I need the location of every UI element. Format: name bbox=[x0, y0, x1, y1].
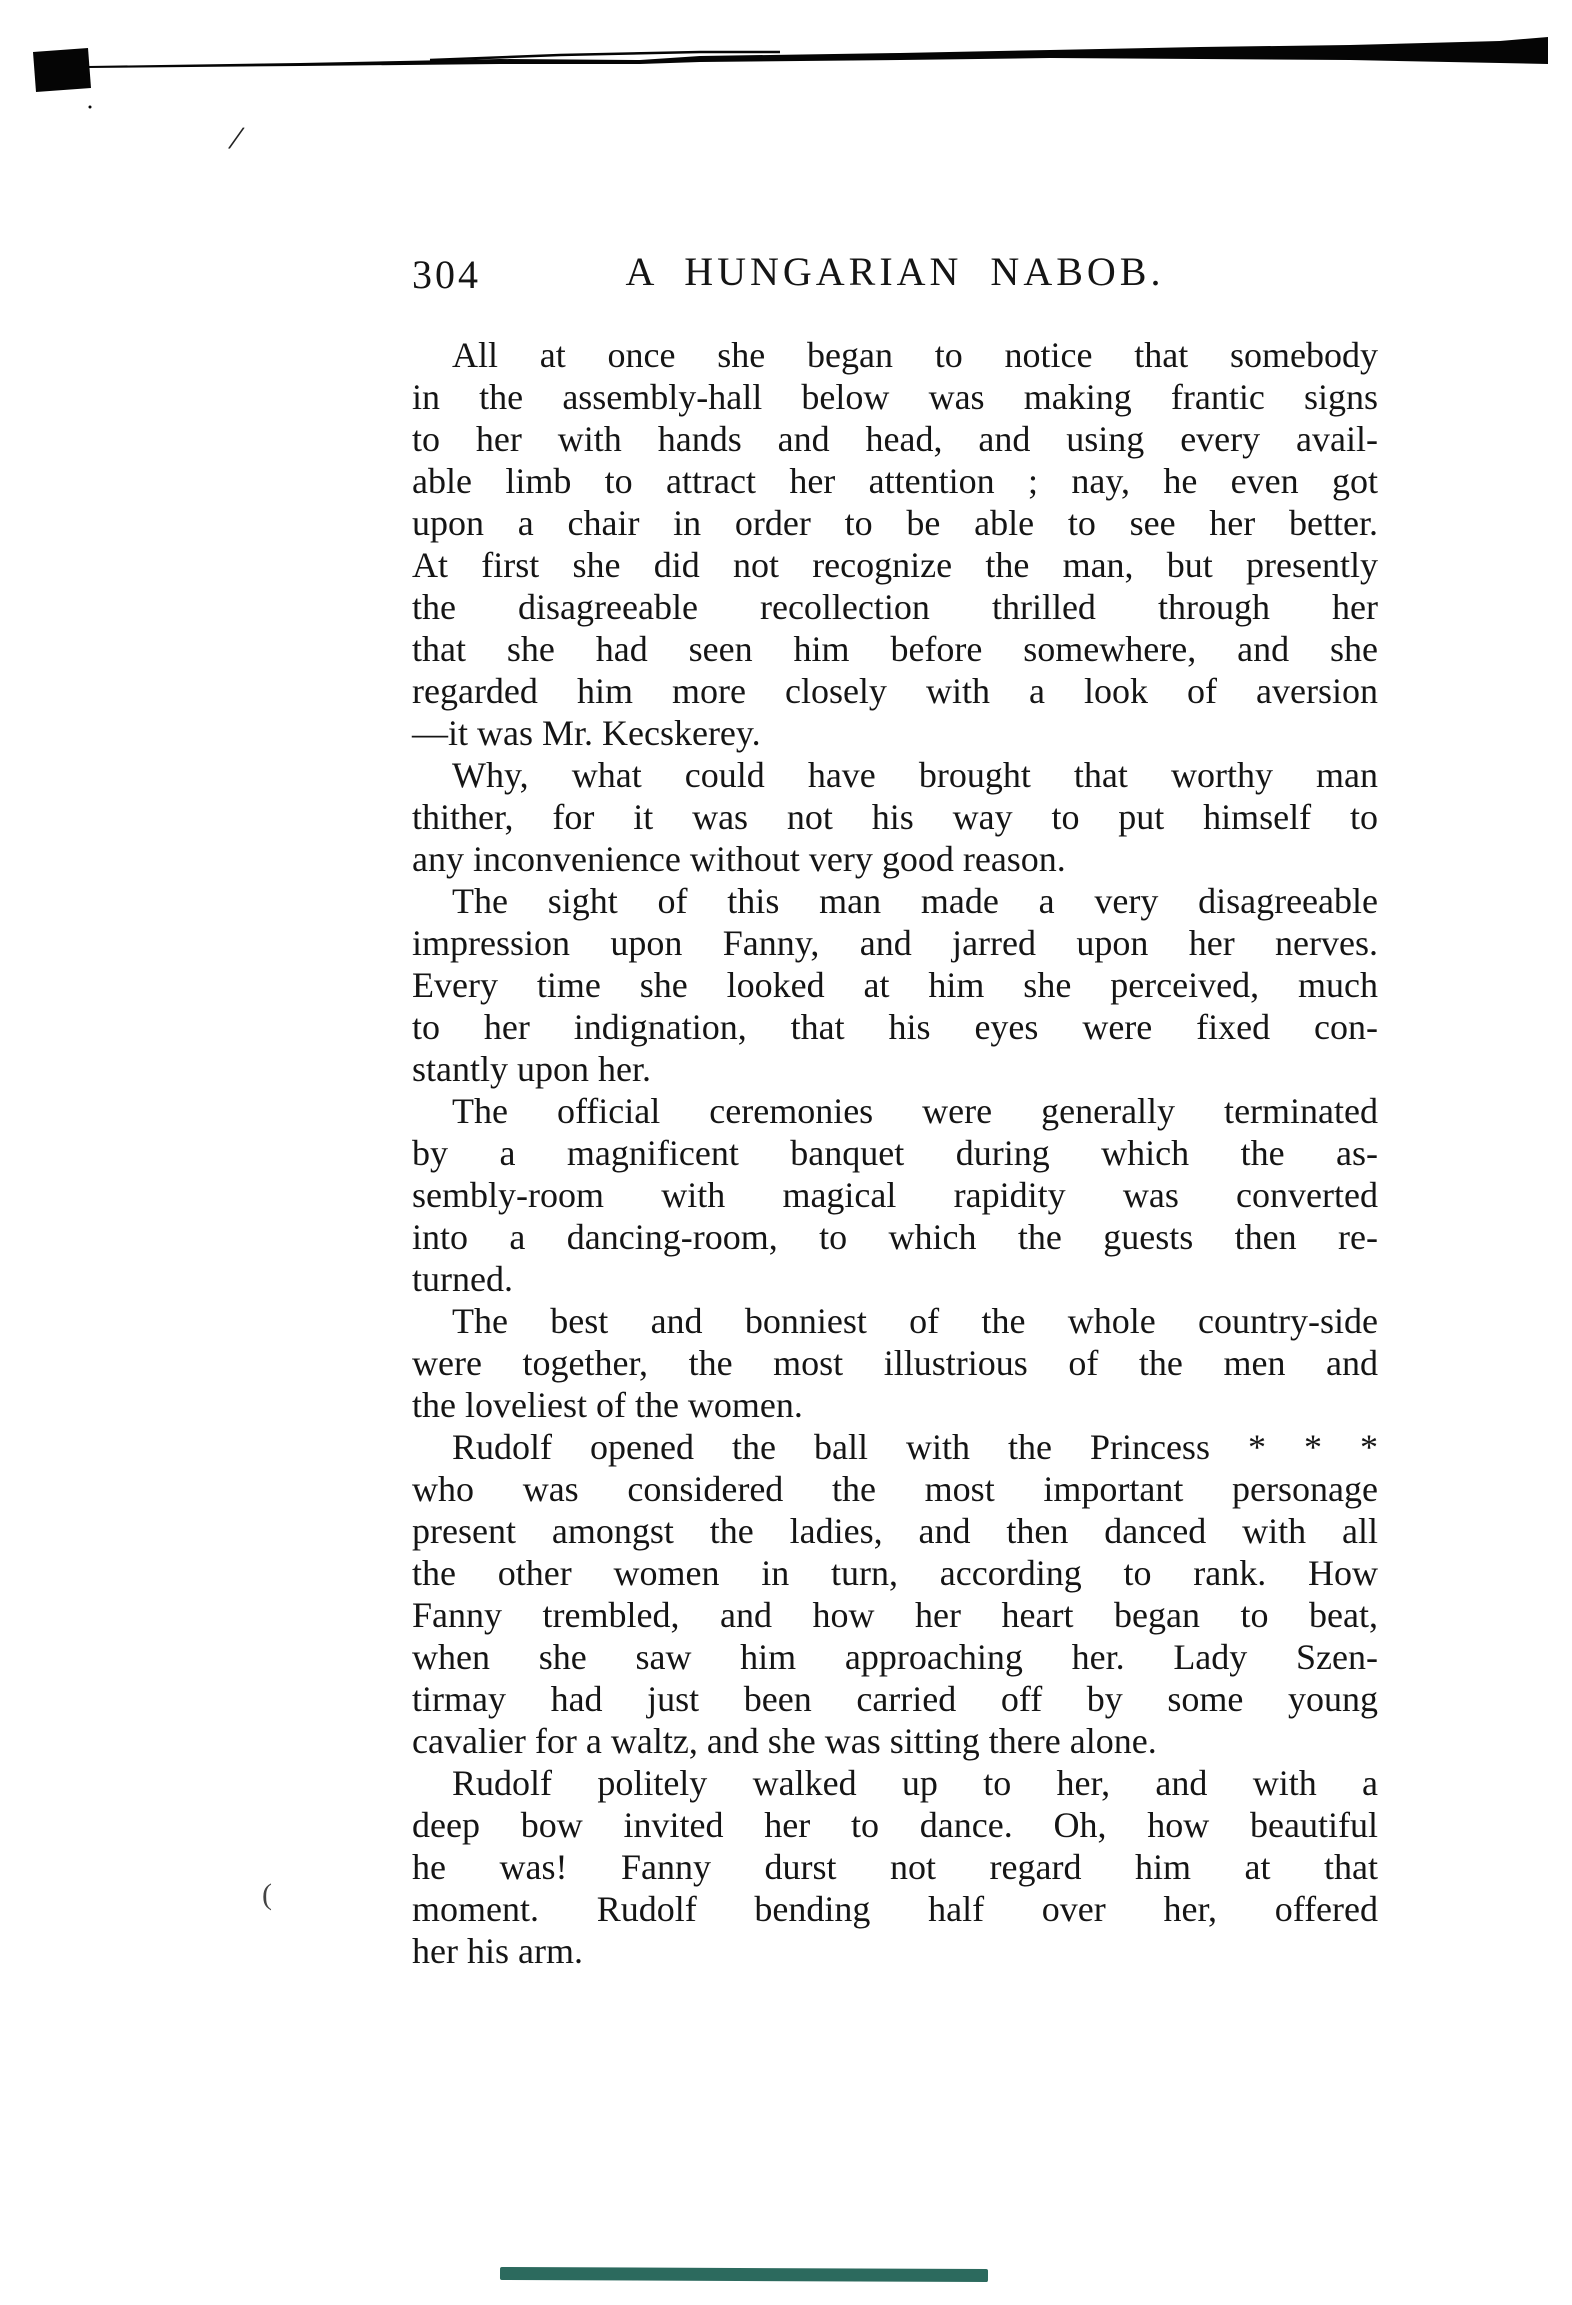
scan-speck bbox=[89, 106, 92, 109]
scan-artifact-bottom bbox=[500, 2267, 988, 2282]
text-line: when she saw him approaching her. Lady Szen- bbox=[412, 1637, 1378, 1677]
text-line: Every time she looked at him she perceived, much bbox=[412, 965, 1378, 1005]
text-line: to her with hands and head, and using every avail- bbox=[412, 419, 1378, 459]
text-line: her his arm. bbox=[412, 1931, 583, 1971]
text-line: deep bow invited her to dance. Oh, how beautiful bbox=[412, 1805, 1378, 1845]
text-line: the disagreeable recollection thrilled through her bbox=[412, 587, 1378, 627]
pen-mark-icon: / bbox=[228, 119, 244, 158]
page-header bbox=[412, 248, 1378, 298]
text-line: able limb to attract her attention ; nay, he even got bbox=[412, 461, 1378, 501]
text-line: into a dancing-room, to which the guests then re- bbox=[412, 1217, 1378, 1257]
text-line: the other women in turn, according to rank. How bbox=[412, 1553, 1378, 1593]
scan-blob bbox=[33, 48, 91, 92]
text-line: At first she did not recognize the man, but presently bbox=[412, 545, 1378, 585]
scan-band bbox=[88, 37, 1548, 68]
text-line: present amongst the ladies, and then danced with all bbox=[412, 1511, 1378, 1551]
text-line: The best and bonniest of the whole country-side bbox=[452, 1301, 1378, 1341]
text-line: —it was Mr. Kecskerey. bbox=[412, 713, 761, 753]
text-line: the loveliest of the women. bbox=[412, 1385, 803, 1425]
text-line: thither, for it was not his way to put himself to bbox=[412, 797, 1378, 837]
scan-artifact-top bbox=[0, 0, 1572, 120]
text-line: sembly-room with magical rapidity was converted bbox=[412, 1175, 1378, 1215]
text-line: any inconvenience without very good reason. bbox=[412, 839, 1066, 879]
page-title: A HUNGARIAN NABOB. bbox=[625, 249, 1165, 294]
text-line: were together, the most illustrious of the men and bbox=[412, 1343, 1378, 1383]
text-line: cavalier for a waltz, and she was sitting there alone. bbox=[412, 1721, 1157, 1761]
text-line: that she had seen him before somewhere, and she bbox=[412, 629, 1378, 669]
text-line: regarded him more closely with a look of aversion bbox=[412, 671, 1378, 711]
text-line: The sight of this man made a very disagreeable bbox=[452, 881, 1378, 921]
text-line: Fanny trembled, and how her heart began to beat, bbox=[412, 1595, 1378, 1635]
text-line: impression upon Fanny, and jarred upon her nerves. bbox=[412, 923, 1378, 963]
text-line: to her indignation, that his eyes were fixed con- bbox=[412, 1007, 1378, 1047]
scan-line bbox=[430, 52, 780, 60]
margin-mark-icon: ( bbox=[262, 1878, 272, 1911]
page-number: 304 bbox=[412, 252, 481, 297]
text-line: All at once she began to notice that somebody bbox=[452, 335, 1378, 375]
text-line: Why, what could have brought that worthy man bbox=[452, 755, 1378, 795]
text-line: upon a chair in order to be able to see her better. bbox=[412, 503, 1378, 543]
text-block bbox=[412, 334, 1378, 1972]
text-line: The official ceremonies were generally terminated bbox=[452, 1091, 1378, 1131]
text-line: turned. bbox=[412, 1259, 513, 1299]
text-line: tirmay had just been carried off by some young bbox=[412, 1679, 1378, 1719]
text-line: in the assembly-hall below was making frantic signs bbox=[412, 377, 1378, 417]
text-line: moment. Rudolf bending half over her, offered bbox=[412, 1889, 1378, 1929]
text-line: Rudolf politely walked up to her, and with a bbox=[452, 1763, 1378, 1803]
text-line: who was considered the most important personage bbox=[412, 1469, 1378, 1509]
text-line: Rudolf opened the ball with the Princess * * * bbox=[452, 1427, 1378, 1467]
text-line: stantly upon her. bbox=[412, 1049, 651, 1089]
text-line: he was! Fanny durst not regard him at that bbox=[412, 1847, 1378, 1887]
text-line: by a magnificent banquet during which the as- bbox=[412, 1133, 1378, 1173]
